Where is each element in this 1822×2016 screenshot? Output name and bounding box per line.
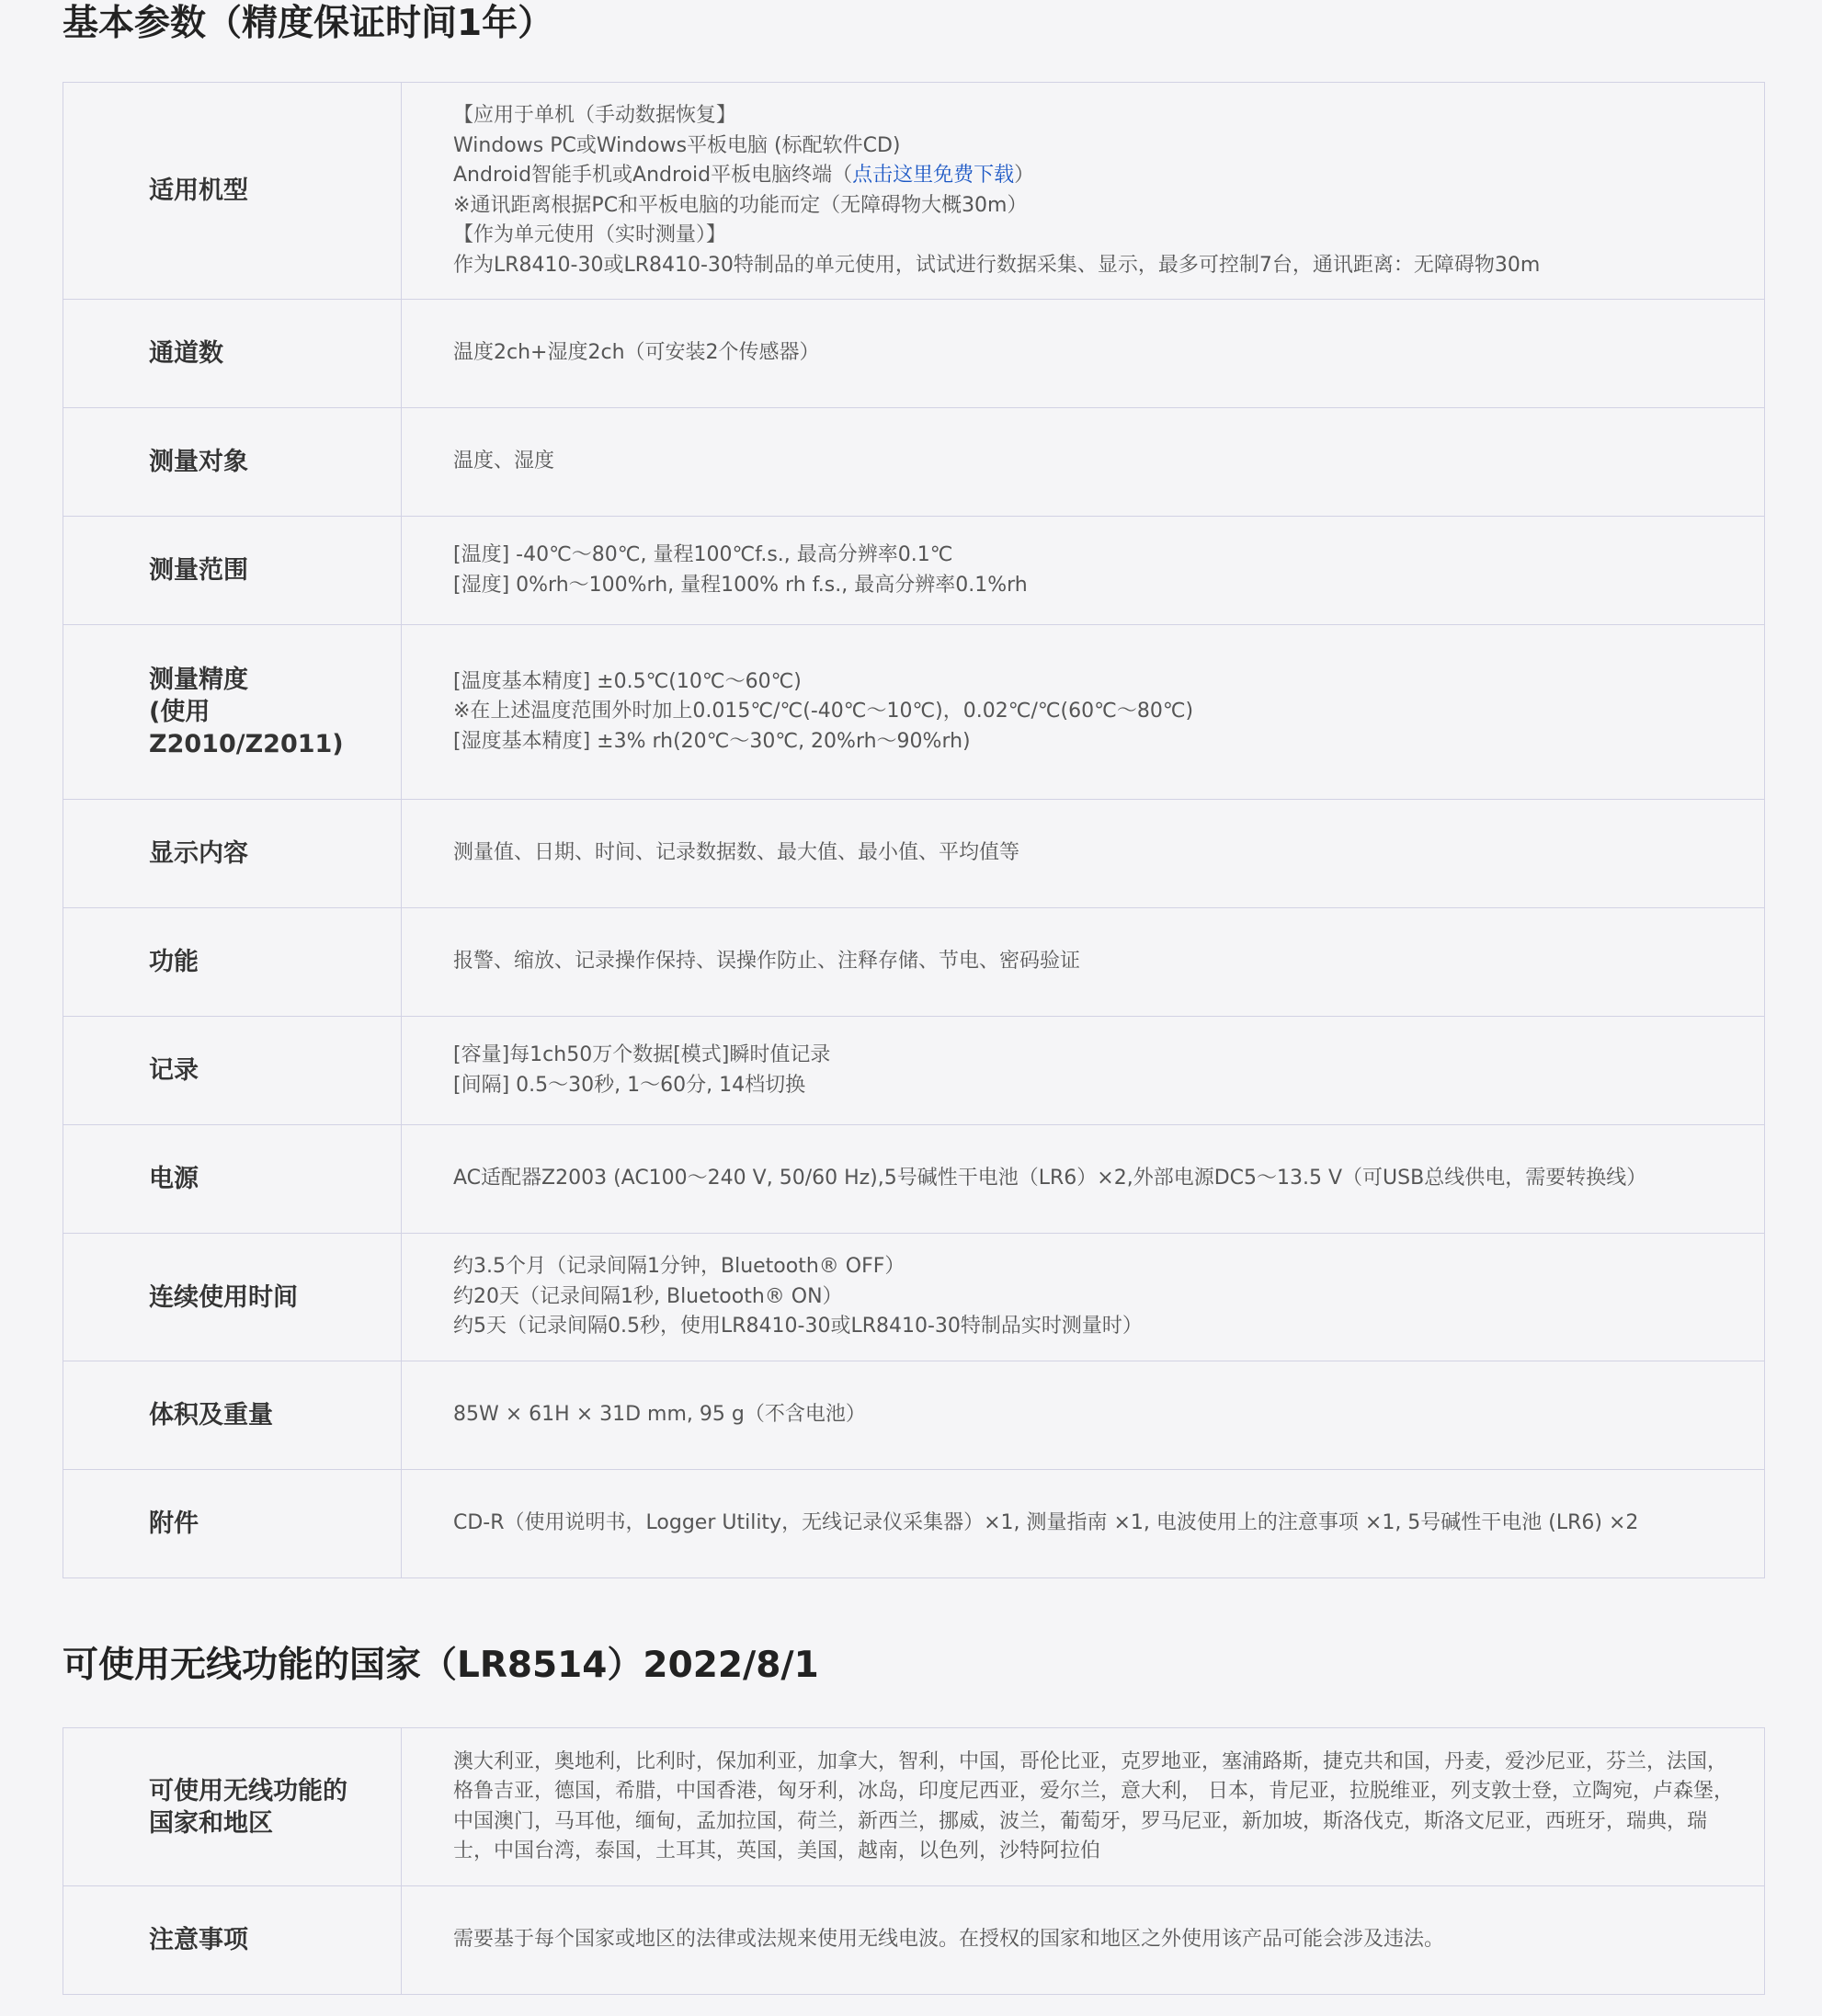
row-label-line: 通道数 [149,339,223,368]
table-row-measurement-range [63,517,1765,625]
value-line: ※在上述温度范围外时加上0.015℃/℃(-40℃～10℃)，0.02℃/℃(60℃～80℃) [453,700,1194,723]
value-line: [湿度基本精度] ±3% rh(20℃～30℃, 20%rh～90%rh) [453,729,971,753]
value-line: 需要基于每个国家或地区的法律或法规来使用无线电波。在授权的国家和地区之外使用该产品可能会涉及违法。 [453,1928,1445,1952]
value-line: 【作为单元使用（实时测量）】 [453,223,727,246]
value-line: AC适配器Z2003 (AC100～240 V, 50/60 Hz),5号碱性干电池（LR6）×2,外部电源DC5～13.5 V（可USB总线供电，需要转换线） [453,1167,1647,1190]
row-value [402,517,1765,625]
value-line: 85W × 61H × 31D mm, 95 g（不含电池） [453,1403,866,1427]
row-label-line: 显示内容 [149,839,248,868]
table-row-measurement-accuracy [63,625,1765,800]
table-row-display-content [63,800,1765,908]
row-label [63,1125,402,1234]
row-label [63,625,402,800]
row-label-line: 电源 [149,1165,199,1193]
value-text: Android智能手机或Android平板电脑终端（ [453,164,853,187]
value-line: 约20天（记录间隔1秒, Bluetooth® ON） [453,1284,843,1308]
row-value [402,625,1765,800]
value-line: 报警、缩放、记录操作保持、误操作防止、注释存储、节电、密码验证 [453,950,1081,974]
table-row-continuous-operation [63,1234,1765,1361]
row-value [402,408,1765,517]
row-value [402,1470,1765,1578]
table-row-accessories [63,1470,1765,1578]
row-label-line: 功能 [149,948,199,976]
row-label [63,1886,402,1995]
row-value [402,300,1765,408]
table-row-functions [63,908,1765,1017]
value-line: [湿度] 0%rh～100%rh, 量程100% rh f.s., 最高分辨率0.1%rh [453,573,1028,597]
basic-params-table [63,82,1765,1578]
value-text: ） [1014,164,1035,187]
row-label [63,1470,402,1578]
row-label-line: 测量精度 [149,666,248,694]
value-line: 温度2ch+湿度2ch（可安装2个传感器） [453,341,820,365]
row-value [402,1728,1765,1886]
table-row-measurement-target [63,408,1765,517]
value-line: [间隔] 0.5～30秒, 1～60分, 14档切换 [453,1073,806,1097]
free-download-link[interactable]: 点击这里免费下载 [852,164,1015,187]
row-label-line: 注意事项 [149,1926,248,1954]
value-line: Windows PC或Windows平板电脑 (标配软件CD) [453,133,901,157]
row-label-line: 可使用无线功能的 [149,1776,347,1805]
value-line: CD-R（使用说明书，Logger Utility，无线记录仪采集器）×1, 测量指南 ×1, 电波使用上的注意事项 ×1, 5号碱性干电池 (LR6) ×2 [453,1511,1639,1535]
row-label [63,800,402,908]
row-value [402,1361,1765,1470]
row-label [63,517,402,625]
table-row-dimensions-weight [63,1361,1765,1470]
row-value [402,1017,1765,1125]
value-line: 测量值、日期、时间、记录数据数、最大值、最小值、平均值等 [453,841,1020,865]
row-label-line: 国家和地区 [149,1808,273,1838]
value-line [453,161,1737,191]
value-line: 作为LR8410-30或LR8410-30特制品的单元使用，试试进行数据采集、显示，最多可控制7台，通讯距离：无障碍物30m [453,253,1541,277]
row-label-line: 适用机型 [149,177,248,205]
row-label-line: (使用 [149,698,211,726]
row-label-line: 记录 [149,1056,199,1085]
row-label [63,83,402,300]
table-row-compatible-models [63,83,1765,300]
row-value [402,83,1765,300]
row-label [63,408,402,517]
row-label-line: 测量范围 [149,556,248,585]
table-row-notes [63,1886,1765,1995]
value-line: 约5天（记录间隔0.5秒，使用LR8410-30或LR8410-30特制品实时测量时） [453,1315,1143,1338]
row-label [63,1234,402,1361]
row-label [63,300,402,408]
row-label [63,1728,402,1886]
row-label [63,1017,402,1125]
row-label-line: 体积及重量 [149,1401,273,1429]
table-row-wireless-regions [63,1728,1765,1886]
table-row-power [63,1125,1765,1234]
row-value [402,800,1765,908]
row-label-line: 测量对象 [149,448,248,476]
value-line: [温度基本精度] ±0.5℃(10℃～60℃) [453,669,802,693]
row-label [63,1361,402,1470]
row-label-line: 附件 [149,1509,199,1538]
section-title-wireless-countries: 可使用无线功能的国家（LR8514）2022/8/1 [63,1645,819,1686]
row-label [63,908,402,1017]
table-row-recording [63,1017,1765,1125]
value-line: 约3.5个月（记录间隔1分钟，Bluetooth® OFF） [453,1255,905,1279]
value-line: [温度] -40℃～80℃, 量程100℃f.s., 最高分辨率0.1℃ [453,543,953,566]
row-value [402,1234,1765,1361]
value-line: [容量]每1ch50万个数据[模式]瞬时值记录 [453,1043,831,1066]
row-value [402,1886,1765,1995]
value-line: ※通讯距离根据PC和平板电脑的功能而定（无障碍物大概30m） [453,193,1028,217]
value-line: 【应用于单机（手动数据恢复】 [453,104,737,127]
row-label-line: 连续使用时间 [149,1282,298,1312]
row-label-line: Z2010/Z2011) [149,730,344,758]
row-value [402,908,1765,1017]
country-list: 澳大利亚，奥地利，比利时，保加利亚，加拿大，智利，中国，哥伦比亚，克罗地亚，塞浦路斯，捷克共和国，丹麦，爱沙尼亚，芬兰，法国，格鲁吉亚，德国，希腊，中国香港，匈牙利，冰岛，印度尼西亚，爱尔兰，意大利， 日本，肯尼亚，拉脱维亚，列支敦士登，立陶宛，卢森堡，中国澳门，马耳他，缅甸，孟加拉国，荷兰，新西兰，挪威，波兰，葡萄牙，罗马尼亚，新加坡，斯洛伐克，斯洛文尼亚，西班牙，瑞典，瑞士，中国台湾，泰国，土耳其，英国，美国，越南，以色列，沙特阿拉伯 [453,1749,1734,1862]
table-row-channels [63,300,1765,408]
wireless-countries-table [63,1727,1765,1995]
row-value [402,1125,1765,1234]
section-title-basic-params: 基本参数（精度保证时间1年） [63,3,554,44]
value-line: 温度、湿度 [453,450,555,473]
